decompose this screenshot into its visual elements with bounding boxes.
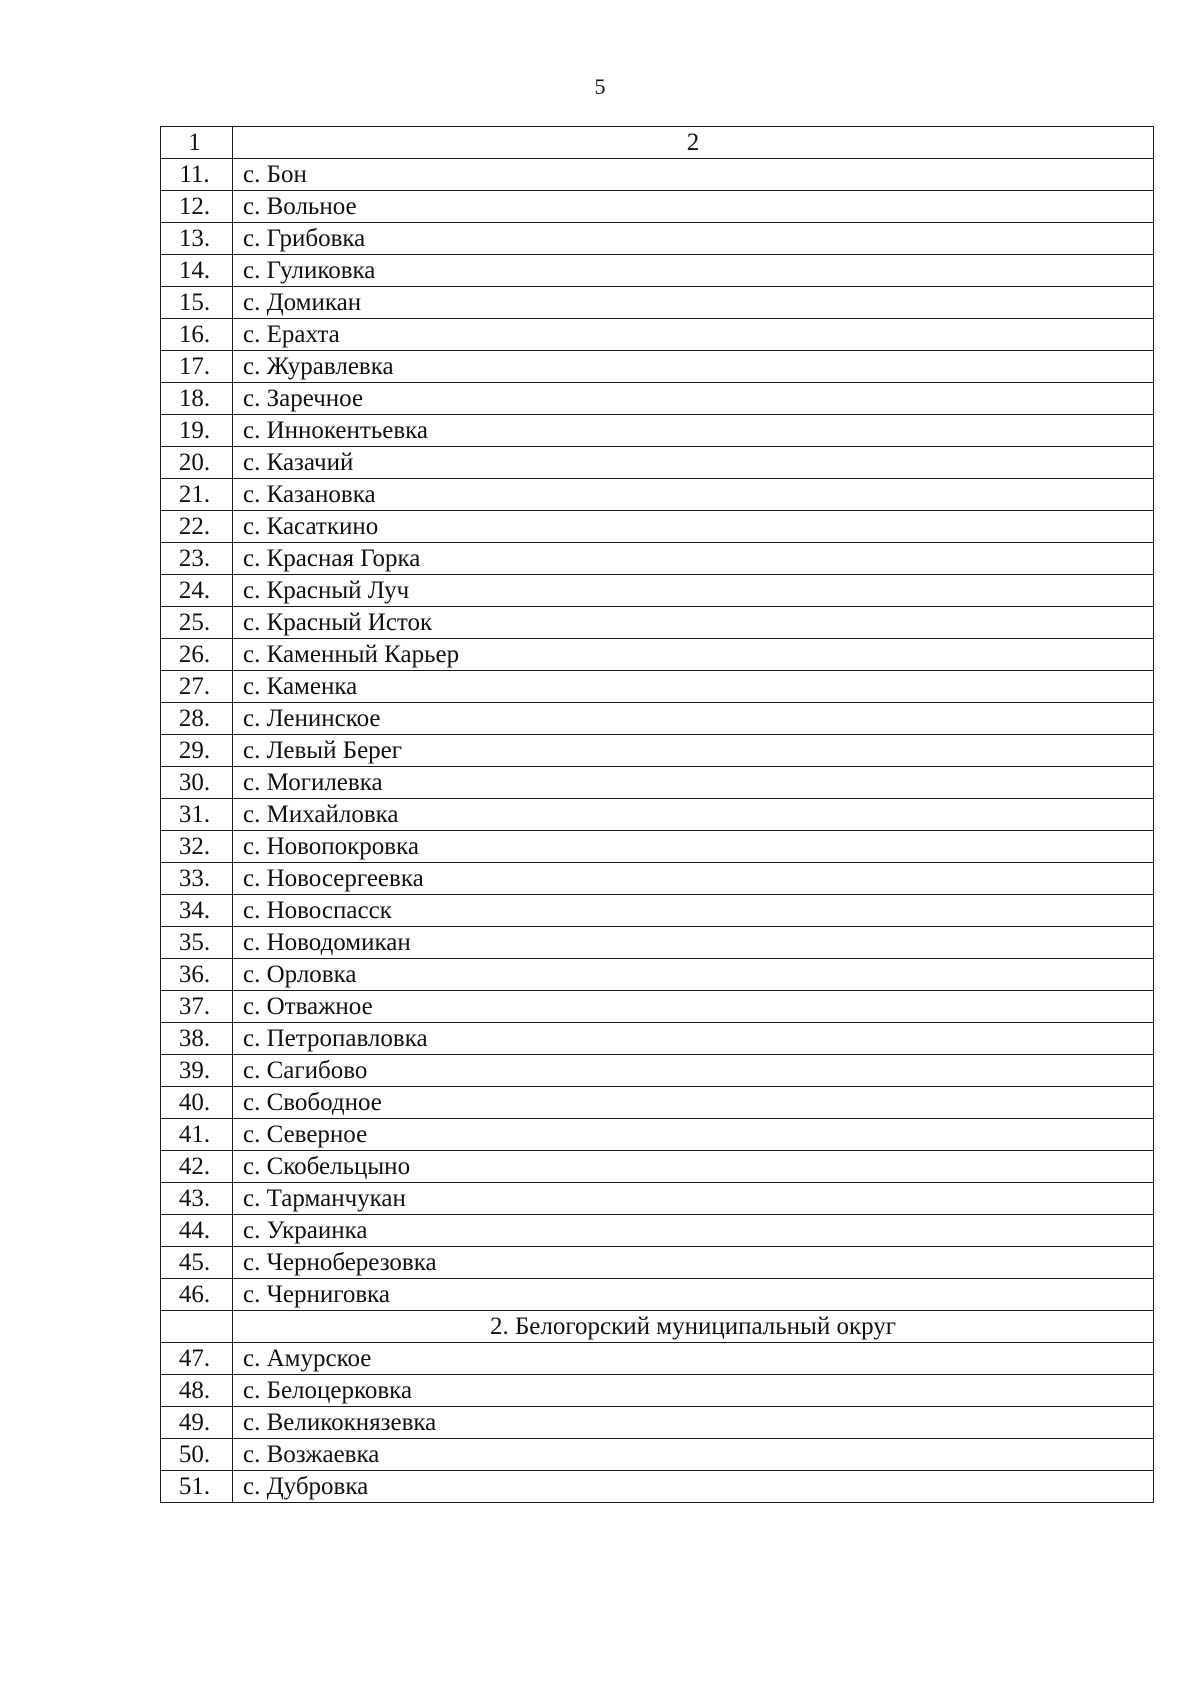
settlement-name: с. Вольное	[233, 191, 1154, 223]
row-number: 17.	[161, 351, 233, 383]
settlement-name: с. Скобельцыно	[233, 1151, 1154, 1183]
settlement-name: с. Гуликовка	[233, 255, 1154, 287]
column-header-name: 2	[233, 127, 1154, 159]
row-number: 22.	[161, 511, 233, 543]
settlement-name: с. Ленинское	[233, 703, 1154, 735]
table-row	[161, 863, 1154, 895]
table-row	[161, 927, 1154, 959]
table-body	[161, 127, 1154, 1503]
table-row	[161, 1055, 1154, 1087]
settlement-name: с. Новодомикан	[233, 927, 1154, 959]
row-number: 31.	[161, 799, 233, 831]
settlement-name: с. Новосергеевка	[233, 863, 1154, 895]
table-row	[161, 255, 1154, 287]
settlement-name: с. Казачий	[233, 447, 1154, 479]
table-row	[161, 191, 1154, 223]
row-number: 42.	[161, 1151, 233, 1183]
row-number: 46.	[161, 1279, 233, 1311]
row-number: 26.	[161, 639, 233, 671]
row-number: 47.	[161, 1343, 233, 1375]
table-row	[161, 767, 1154, 799]
row-number: 13.	[161, 223, 233, 255]
table-row	[161, 831, 1154, 863]
settlement-name: с. Возжаевка	[233, 1439, 1154, 1471]
row-number: 23.	[161, 543, 233, 575]
settlement-name: с. Петропавловка	[233, 1023, 1154, 1055]
row-number: 48.	[161, 1375, 233, 1407]
settlement-name: с. Иннокентьевка	[233, 415, 1154, 447]
table-row	[161, 1439, 1154, 1471]
settlement-name: с. Черниговка	[233, 1279, 1154, 1311]
row-number: 51.	[161, 1471, 233, 1503]
settlement-name: с. Грибовка	[233, 223, 1154, 255]
row-number: 39.	[161, 1055, 233, 1087]
row-number: 21.	[161, 479, 233, 511]
settlement-name: с. Украинка	[233, 1215, 1154, 1247]
section-title: 2. Белогорский муниципальный округ	[233, 1311, 1154, 1343]
row-number: 36.	[161, 959, 233, 991]
row-number: 14.	[161, 255, 233, 287]
table-row	[161, 1119, 1154, 1151]
settlement-name: с. Бон	[233, 159, 1154, 191]
row-number: 33.	[161, 863, 233, 895]
settlement-name: с. Амурское	[233, 1343, 1154, 1375]
table-row	[161, 703, 1154, 735]
settlement-name: с. Свободное	[233, 1087, 1154, 1119]
row-number: 41.	[161, 1119, 233, 1151]
page-number: 5	[594, 74, 606, 99]
row-number: 32.	[161, 831, 233, 863]
table-row	[161, 1151, 1154, 1183]
column-header-number: 1	[161, 127, 233, 159]
settlement-name: с. Великокнязевка	[233, 1407, 1154, 1439]
row-number: 11.	[161, 159, 233, 191]
settlement-name: с. Черноберезовка	[233, 1247, 1154, 1279]
row-number: 44.	[161, 1215, 233, 1247]
table-row	[161, 1407, 1154, 1439]
table-row	[161, 479, 1154, 511]
row-number: 24.	[161, 575, 233, 607]
table-row	[161, 543, 1154, 575]
table-row	[161, 1471, 1154, 1503]
row-number: 49.	[161, 1407, 233, 1439]
table-row	[161, 895, 1154, 927]
row-number: 19.	[161, 415, 233, 447]
settlement-name: с. Северное	[233, 1119, 1154, 1151]
table-row	[161, 671, 1154, 703]
table-row	[161, 1343, 1154, 1375]
settlement-name: с. Сагибово	[233, 1055, 1154, 1087]
table-header-row	[161, 127, 1154, 159]
row-number: 12.	[161, 191, 233, 223]
table-row	[161, 223, 1154, 255]
settlement-name: с. Красный Луч	[233, 575, 1154, 607]
settlement-name: с. Дубровка	[233, 1471, 1154, 1503]
table-row	[161, 287, 1154, 319]
settlement-name: с. Михайловка	[233, 799, 1154, 831]
table-row	[161, 607, 1154, 639]
settlement-name: с. Казановка	[233, 479, 1154, 511]
section-row	[161, 1311, 1154, 1343]
table-row	[161, 1279, 1154, 1311]
settlement-name: с. Могилевка	[233, 767, 1154, 799]
table-row	[161, 447, 1154, 479]
settlement-name: с. Каменный Карьер	[233, 639, 1154, 671]
table-row	[161, 799, 1154, 831]
row-number: 34.	[161, 895, 233, 927]
row-number: 43.	[161, 1183, 233, 1215]
table-row	[161, 1183, 1154, 1215]
row-number: 50.	[161, 1439, 233, 1471]
row-number: 37.	[161, 991, 233, 1023]
settlement-name: с. Каменка	[233, 671, 1154, 703]
table-row	[161, 415, 1154, 447]
settlement-name: с. Домикан	[233, 287, 1154, 319]
table-row	[161, 1375, 1154, 1407]
row-number: 38.	[161, 1023, 233, 1055]
settlement-name: с. Левый Берег	[233, 735, 1154, 767]
table-row	[161, 959, 1154, 991]
settlement-name: с. Новоспасск	[233, 895, 1154, 927]
row-number: 16.	[161, 319, 233, 351]
table-row	[161, 991, 1154, 1023]
settlement-name: с. Отважное	[233, 991, 1154, 1023]
settlement-name: с. Заречное	[233, 383, 1154, 415]
row-number: 35.	[161, 927, 233, 959]
settlement-name: с. Красный Исток	[233, 607, 1154, 639]
row-number: 28.	[161, 703, 233, 735]
table-row	[161, 735, 1154, 767]
settlement-name: с. Ерахта	[233, 319, 1154, 351]
row-number: 40.	[161, 1087, 233, 1119]
row-number: 18.	[161, 383, 233, 415]
section-number-cell	[161, 1311, 233, 1343]
table-row	[161, 383, 1154, 415]
table-row	[161, 1215, 1154, 1247]
settlement-name: с. Журавлевка	[233, 351, 1154, 383]
settlement-name: с. Касаткино	[233, 511, 1154, 543]
table-row	[161, 639, 1154, 671]
row-number: 45.	[161, 1247, 233, 1279]
table-row	[161, 511, 1154, 543]
table-row	[161, 1087, 1154, 1119]
row-number: 25.	[161, 607, 233, 639]
row-number: 20.	[161, 447, 233, 479]
table-row	[161, 575, 1154, 607]
settlement-name: с. Красная Горка	[233, 543, 1154, 575]
table-row	[161, 159, 1154, 191]
settlement-name: с. Белоцерковка	[233, 1375, 1154, 1407]
row-number: 30.	[161, 767, 233, 799]
row-number: 15.	[161, 287, 233, 319]
settlement-name: с. Новопокровка	[233, 831, 1154, 863]
settlement-name: с. Тарманчукан	[233, 1183, 1154, 1215]
settlements-table	[160, 126, 1154, 1503]
table-row	[161, 319, 1154, 351]
table-row	[161, 351, 1154, 383]
settlement-name: с. Орловка	[233, 959, 1154, 991]
row-number: 29.	[161, 735, 233, 767]
row-number: 27.	[161, 671, 233, 703]
table-row	[161, 1023, 1154, 1055]
table-row	[161, 1247, 1154, 1279]
